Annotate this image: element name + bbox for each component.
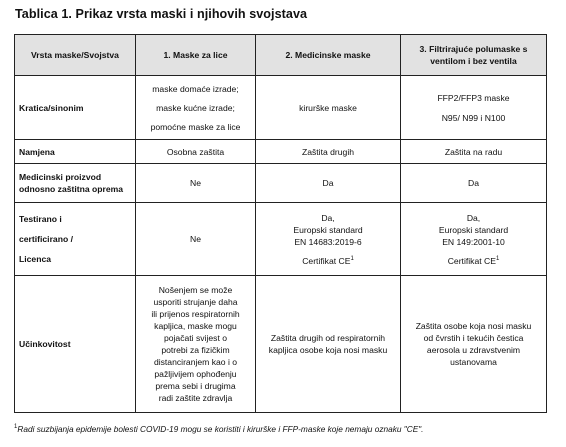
- cell-line: pažljivijem ophođenju: [154, 369, 237, 379]
- cell-line: prema sebi i drugima: [155, 381, 236, 391]
- row-label-abbreviation: Kratica/sinonim: [15, 76, 136, 140]
- cell-line: pojačati svijest o: [163, 333, 228, 343]
- cell-certification-filtering-masks: [401, 203, 547, 276]
- cell-line: Da,: [321, 212, 335, 223]
- cell-abbreviation-filtering-masks: [401, 76, 547, 140]
- certificate-text: Certifikat CE: [302, 255, 351, 266]
- cell-line: maske domaće izrade;: [152, 83, 239, 94]
- cell-line: od čvrstih i tekućih čestica: [423, 333, 524, 343]
- footnote-ref: 1: [350, 255, 354, 262]
- cell-line: Europski standard: [438, 224, 509, 235]
- cell-line: N95/ N99 i N100: [441, 112, 506, 123]
- row-label-line: Licenca: [19, 254, 52, 264]
- cell-effectiveness-medical-masks: [256, 276, 401, 413]
- cell-line: FFP2/FFP3 maske: [437, 92, 510, 103]
- cell-line: Nošenjem se može: [158, 285, 233, 295]
- cell-certification-medical-masks: [256, 203, 401, 276]
- cell-line: usporiti strujanje daha: [153, 297, 238, 307]
- cell-abbreviation-face-masks: [136, 76, 256, 140]
- cell-line: [260, 255, 396, 267]
- row-label-line: Medicinski proizvod: [19, 172, 102, 182]
- cell-purpose-medical-masks: Zaštita drugih: [256, 140, 401, 164]
- cell-line: Europski standard: [293, 224, 363, 235]
- header-cell-face-masks: 1. Maske za lice: [136, 35, 256, 76]
- cell-line: [405, 255, 542, 267]
- cell-abbreviation-medical-masks: kirurške maske: [256, 76, 401, 140]
- cell-line: Zaštita osobe koja nosi masku: [415, 321, 532, 331]
- cell-medical-device-face-masks: Ne: [136, 164, 256, 203]
- footnote: [14, 424, 424, 434]
- cell-purpose-filtering-masks: Zaštita na radu: [401, 140, 547, 164]
- row-label-medical-device: [15, 164, 136, 203]
- mask-properties-table: [14, 34, 547, 413]
- row-label-purpose: Namjena: [15, 140, 136, 164]
- table-row-certification: [15, 203, 547, 276]
- cell-certification-face-masks: Ne: [136, 203, 256, 276]
- table-caption: Tablica 1. Prikaz vrsta maski i njihovih svojstava: [15, 7, 308, 21]
- cell-line: ustanovama: [450, 357, 497, 367]
- cell-line: aerosola u zdravstvenim: [426, 345, 521, 355]
- cell-line: ili prijenos respiratornih: [151, 309, 240, 319]
- cell-effectiveness-filtering-masks: [401, 276, 547, 413]
- cell-line: EN 14683:2019-6: [294, 236, 362, 247]
- certificate-text: Certifikat CE: [447, 255, 496, 266]
- footnote-marker: 1: [14, 424, 18, 431]
- cell-line: radi zaštite zdravlja: [158, 393, 233, 403]
- row-label-line: odnosno zaštitna oprema: [19, 184, 124, 194]
- table-row-abbreviation: [15, 76, 547, 140]
- row-label-line: certificirano /: [19, 234, 73, 244]
- cell-purpose-face-masks: Osobna zaštita: [136, 140, 256, 164]
- row-label-certification: [15, 203, 136, 276]
- cell-medical-device-filtering-masks: Da: [401, 164, 547, 203]
- cell-effectiveness-face-masks: [136, 276, 256, 413]
- footnote-text: Radi suzbijanja epidemije bolesti COVID-19 mogu se koristiti i kirurške i FFP-maske koje nemaju oznaku "CE".: [17, 424, 424, 434]
- cell-line: Da,: [466, 212, 481, 223]
- row-label-line: Testirano i: [19, 214, 62, 224]
- cell-line: EN 149:2001-10: [442, 236, 505, 247]
- cell-line: pomoćne maske za lice: [150, 121, 241, 132]
- cell-line: kapljica osobe koja nosi masku: [268, 345, 388, 355]
- cell-line: distanciranjem kao i o: [153, 357, 238, 367]
- header-cell-filtering-half-masks: 3. Filtrirajuće polumaske s ventilom i bez ventila: [401, 35, 547, 76]
- table-row-purpose: [15, 140, 547, 164]
- header-row: [15, 35, 547, 76]
- table-row-medical-device: [15, 164, 547, 203]
- cell-line: Zaštita drugih od respiratornih: [270, 333, 386, 343]
- table-row-effectiveness: [15, 276, 547, 413]
- cell-line: potrebi za fizičkim: [161, 345, 230, 355]
- cell-medical-device-medical-masks: Da: [256, 164, 401, 203]
- cell-line: kapljica, maske mogu: [154, 321, 237, 331]
- row-label-effectiveness: Učinkovitost: [15, 276, 136, 413]
- header-cell-medical-masks: 2. Medicinske maske: [256, 35, 401, 76]
- header-cell-properties: Vrsta maske/Svojstva: [15, 35, 136, 76]
- footnote-ref: 1: [495, 255, 500, 262]
- cell-line: maske kućne izrade;: [156, 102, 235, 113]
